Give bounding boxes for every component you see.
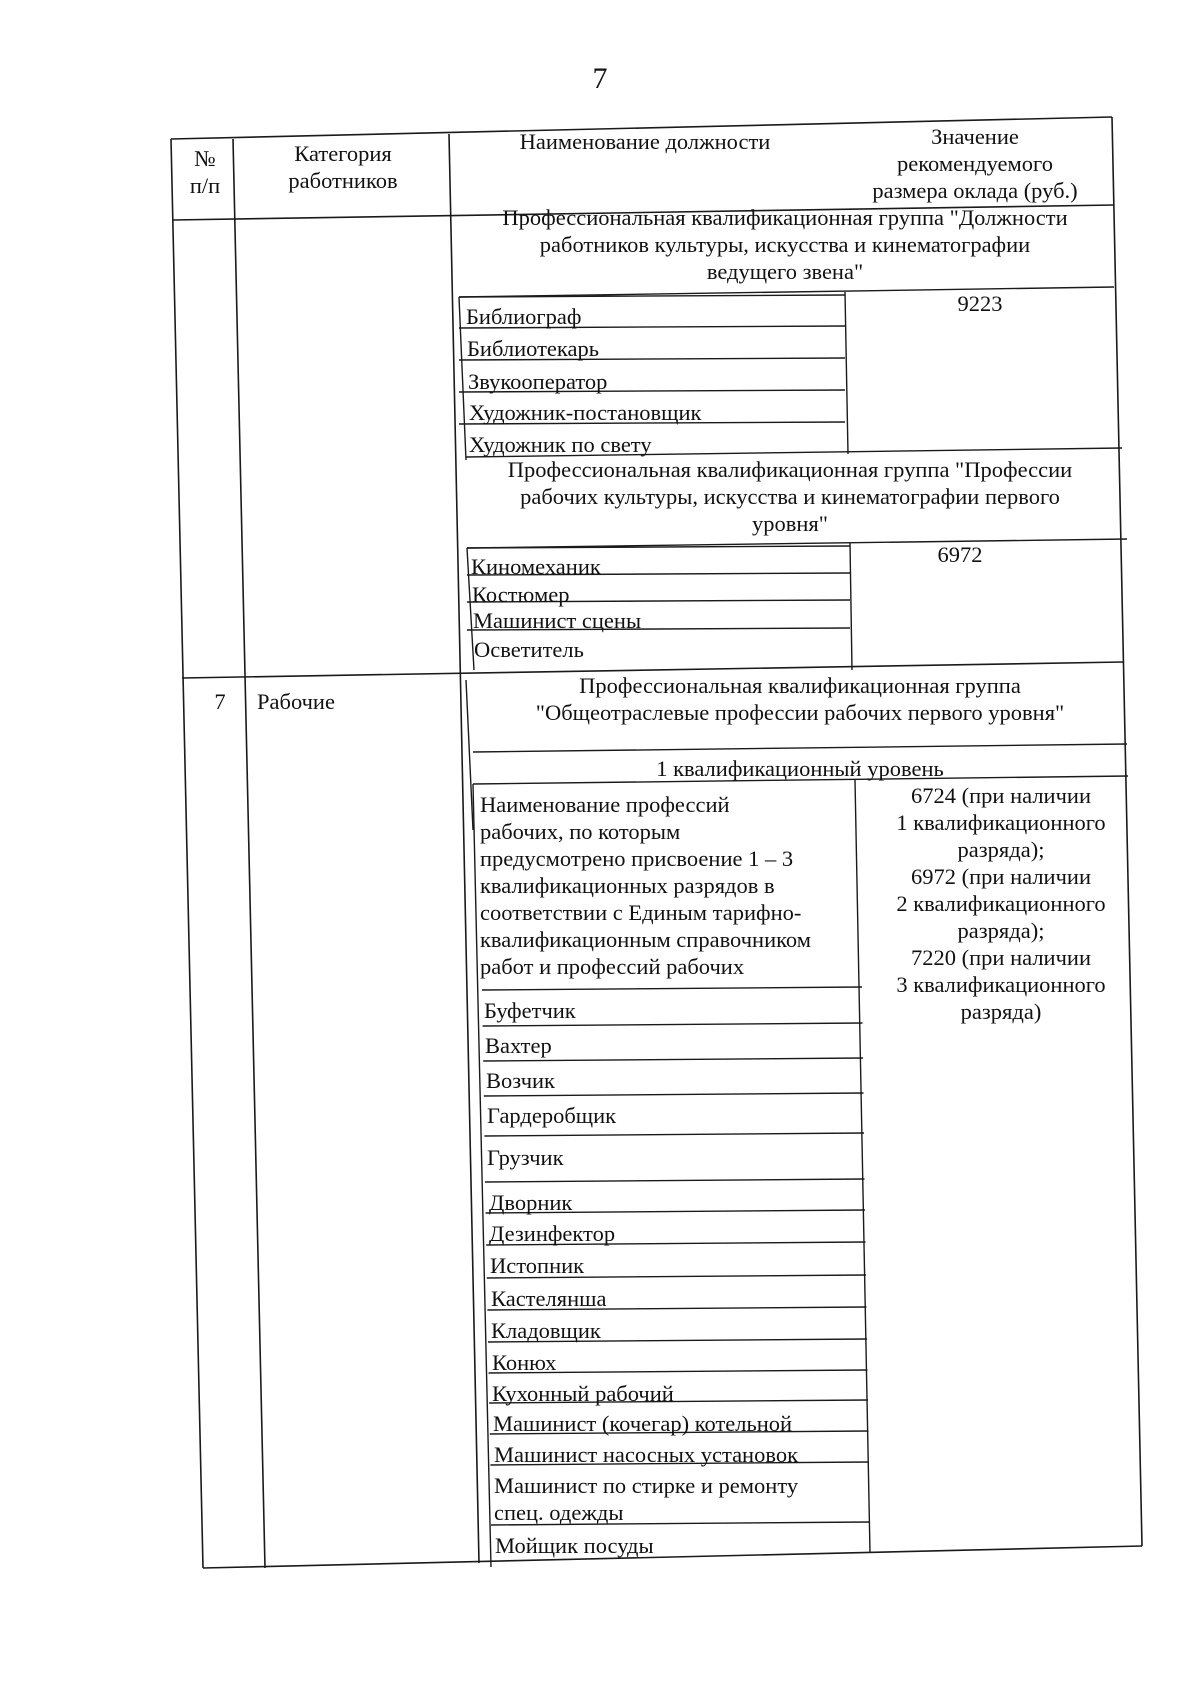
position-mashinist-kochegar: Машинист (кочегар) котельной (493, 1411, 793, 1436)
position-hudozhnik-postanovshchik: Художник-постановщик (469, 400, 702, 425)
section7-group-title: Профессиональная квалификационная группа "Общеотраслевые профессии рабочих первого уровня" (535, 673, 1065, 725)
section7-salary: 6724 (при наличии 1 квалификационного разряда); 6972 (при наличии 2 квалификационного разряда); 7220 (при наличии 3 квалификационного разряда) (896, 783, 1106, 1024)
position-istopnik: Истопник (490, 1253, 585, 1278)
position-mashinist-po-stirke: Машинист по стирке и ремонту спец. одежды (494, 1473, 799, 1525)
position-kinomekhanik: Киномеханик (471, 554, 601, 579)
group2-salary: 6972 (937, 542, 983, 567)
position-vakhter: Вахтер (485, 1033, 552, 1058)
header-number-label: № п/п (189, 146, 221, 198)
position-bufetchik: Буфетчик (484, 998, 576, 1023)
group1-title: Профессиональная квалификационная группа "Должности работников культуры, искусства и кинематографии ведущего звена" (502, 205, 1068, 284)
position-kukhonnyj-rabochij: Кухонный рабочий (492, 1381, 674, 1406)
position-garderobshchik: Гардеробщик (487, 1103, 617, 1128)
position-vozchik: Возчик (486, 1068, 555, 1093)
group1-salary: 9223 (957, 291, 1003, 316)
page-number: 7 (592, 62, 608, 95)
position-kostyumer: Костюмер (472, 582, 570, 607)
section7-number: 7 (214, 689, 226, 714)
position-kladovshchik: Кладовщик (491, 1318, 601, 1343)
position-hudozhnik-po-svetu: Художник по свету (469, 432, 652, 457)
position-zvukooperator: Звукооператор (468, 369, 608, 394)
section7-category: Рабочие (257, 689, 335, 714)
position-bibliotekar: Библиотекарь (467, 336, 599, 361)
section7-level: 1 квалификационный уровень (656, 756, 944, 781)
position-mojshchik-posudy: Мойщик посуды (495, 1533, 654, 1558)
section7-description: Наименование профессий рабочих, по которым предусмотрено присвоение 1 – 3 квалификационных разрядов в соответствии с Единым тарифно- квалификационным справочником работ и профессий рабочих (480, 792, 811, 979)
position-bibliograf: Библиограф (466, 304, 582, 329)
position-dvornik: Дворник (489, 1190, 573, 1215)
position-kastelyansha: Кастелянша (491, 1286, 607, 1311)
position-gruzchik: Грузчик (487, 1145, 564, 1170)
header-position-label: Наименование должности (519, 129, 771, 154)
header-category-label: Категория работников (288, 141, 398, 193)
group2-title: Профессиональная квалификационная группа "Профессии рабочих культуры, искусства и кинематографии первого уровня" (507, 457, 1073, 536)
position-konyukh: Конюх (492, 1350, 557, 1375)
header-salary-label: Значение рекомендуемого размера оклада (руб.) (872, 124, 1078, 203)
position-dezinfektor: Дезинфектор (489, 1221, 616, 1246)
position-mashinist-sceny: Машинист сцены (473, 608, 642, 633)
position-osvetitel: Осветитель (474, 637, 584, 662)
position-mashinist-nasosnyh: Машинист насосных установок (494, 1442, 799, 1467)
